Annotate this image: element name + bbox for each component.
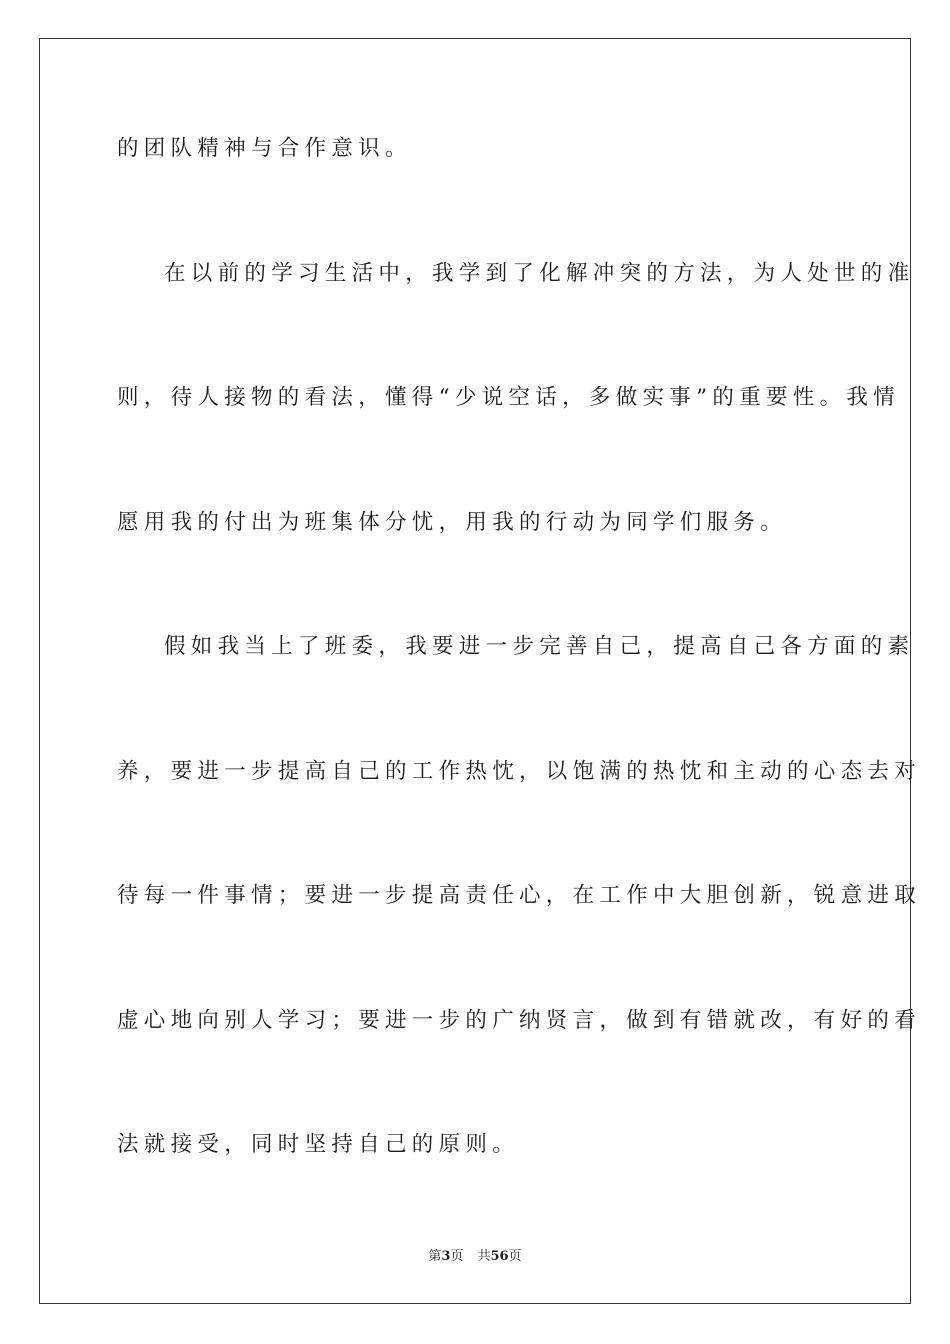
- paragraph-first-line: 假如我当上了班委，我要进一步完善自己，提高自己各方面的素: [164, 634, 915, 659]
- paragraph-first-line: 在以前的学习生活中，我学到了化解冲突的方法，为人处世的准: [164, 261, 915, 286]
- text-line: 待每一件事情；要进一步提高责任心，在工作中大胆创新，锐意进取: [117, 883, 922, 908]
- page-number: 3: [441, 1249, 451, 1264]
- total-prefix: 共: [477, 1249, 491, 1264]
- page-prefix: 第: [428, 1249, 442, 1264]
- page-frame: [39, 38, 922, 1304]
- page-footer: [0, 1249, 950, 1265]
- total-suffix: 页: [508, 1249, 522, 1264]
- text-line: 虚心地向别人学习；要进一步的广纳贤言，做到有错就改，有好的看: [117, 1008, 922, 1033]
- total-pages: 56: [490, 1249, 509, 1264]
- text-line: 法就接受，同时坚持自己的原则。: [117, 1132, 520, 1157]
- text-line: 则，待人接物的看法，懂得“少说空话，多做实事”的重要性。我情: [117, 385, 900, 410]
- text-line: 的团队精神与合作意识。: [117, 136, 412, 161]
- text-line: 愿用我的付出为班集体分忧，用我的行动为同学们服务。: [117, 510, 788, 535]
- page-suffix: 页: [450, 1249, 464, 1264]
- text-line: 养，要进一步提高自己的工作热忱，以饱满的热忱和主动的心态去对: [117, 759, 922, 784]
